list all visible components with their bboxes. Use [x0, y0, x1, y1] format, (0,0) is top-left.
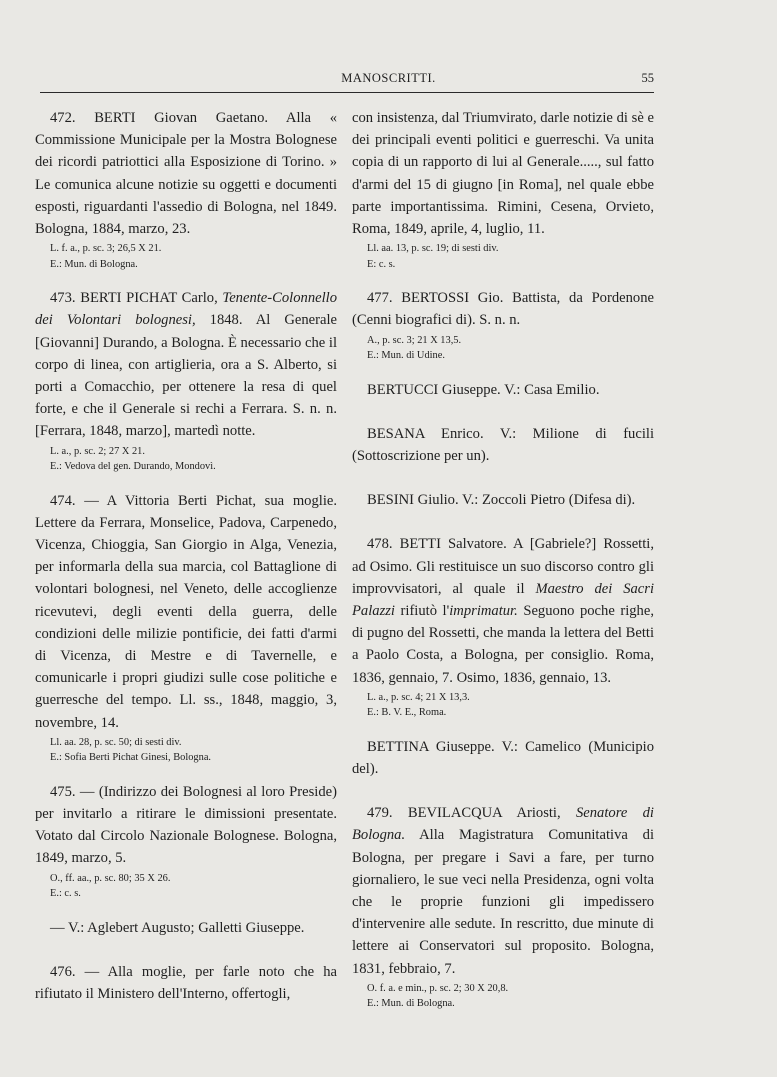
- entry-italic: imprimatur.: [449, 603, 518, 620]
- entry-physical-note: L. f. a., p. sc. 3; 26,5 X 21.: [50, 243, 162, 255]
- entry-text: [352, 802, 654, 980]
- entry-physical-note: L. a., p. sc. 4; 21 X 13,3.: [367, 691, 470, 703]
- entry-owner-note: E.: c. s.: [50, 888, 81, 900]
- entry-text: 475. — (Indirizzo dei Bolognesi al loro Preside) per invitarlo a ritirare le dimissioni presentate. Votato dal Circolo Nazionale Bolognese. Bologna, 1849, marzo, 5.: [35, 783, 337, 867]
- entry-text: 472. BERTI Giovan Gaetano. Alla « Commissione Municipale per la Mostra Bolognese dei ricordi patriottici alla Esposizione di Torino. » Le comunica alcune notizie su oggetti e documenti esposti, riguardanti l'assedio di Bologna, nel 1849. Bologna, 1884, marzo, 23.: [35, 110, 337, 238]
- cross-reference: BESANA Enrico. V.: Milione di fucili (Sottoscrizione per un).: [352, 425, 654, 465]
- entry-478: [352, 533, 654, 719]
- cross-reference: BESINI Giulio. V.: Zoccoli Pietro (Difesa di).: [367, 492, 636, 509]
- entry-title-italic: Senatore di Bologna.: [352, 805, 654, 844]
- entry-477: [352, 287, 654, 362]
- entry-physical-note: L. a., p. sc. 2; 27 X 21.: [50, 445, 145, 457]
- entry-text: con insistenza, dal Triumvirato, darle notizie di sè e dei principali eventi politici e guerreschi. Va unita copia di un rapporto di lui al Generale....., sul fatto d'armi del 15 di giugno [in Roma], nel quale ebbe parte importantissima. Rimini, Cesena, Orvieto, Roma, 1849, aprile, 4, luglio, 11.: [352, 110, 654, 238]
- entry-text: [352, 533, 654, 688]
- entry-lead: 473. BERTI PICHAT Carlo,: [50, 290, 223, 307]
- entry-owner-note: E: c. s.: [367, 258, 396, 270]
- entry-physical-note: Ll. aa. 13, p. sc. 19; di sesti div.: [367, 243, 499, 255]
- entry-474: [35, 490, 337, 765]
- entry-476-start: 476. — Alla moglie, per farle noto che ha rifiutato il Ministero dell'Interno, offertogli,: [35, 963, 337, 1003]
- entry-text: 474. — A Vittoria Berti Pichat, sua moglie. Lettere da Ferrara, Monselice, Padova, Carpenedo, Vicenza, Chioggia, San Giorgio in Alga, Venezia, per informarla della sua marcia, col Battaglione di volontari bolognesi, nel Veneto, delle accoglienze ricevutevi, degli eventi della guerra, delle condizioni delle milizie pontificie, dei fatti d'armi di Vicenza, di Mestre e di Tavernelle, e comunicarle i propri giudizi sulle cose politiche e guerresche del tempo. Ll. ss., 1848, maggio, 3, novembre, 14.: [35, 492, 337, 731]
- entry-475: [35, 781, 337, 901]
- entry-owner-note: E.: B. V. E., Roma.: [367, 707, 447, 719]
- entry-owner-note: E.: Mun. di Bologna.: [367, 998, 455, 1010]
- entry-owner-note: E.: Sofia Berti Pichat Ginesi, Bologna.: [50, 752, 212, 764]
- entry-italic: Maestro dei Sacri Palazzi: [352, 580, 654, 620]
- entry-physical-note: Ll. aa. 28, p. sc. 50; di sesti div.: [50, 736, 182, 748]
- entry-lead: 479. BEVILACQUA Ariosti,: [367, 805, 576, 822]
- cross-reference: BERTUCCI Giuseppe. V.: Casa Emilio.: [367, 381, 600, 398]
- entry-text: 477. BERTOSSI Gio. Battista, da Pordenone (Cenni biografici di). S. n. n.: [352, 290, 654, 329]
- page-number: 55: [641, 71, 654, 85]
- cross-reference: — V.: Aglebert Augusto; Galletti Giuseppe.: [50, 919, 305, 936]
- entry-lead: 478. BETTI Salvatore. A [Gabriele?] Rossetti, ad Osimo. Gli restituisce un suo discorso contro gli improvvisatori, al quale il: [352, 536, 654, 597]
- entry-physical-note: A., p. sc. 3; 21 X 13,5.: [367, 334, 462, 346]
- running-head: MANOSCRITTI.: [341, 71, 436, 85]
- entry-472: [35, 107, 337, 271]
- entry-text: [35, 287, 337, 442]
- entry-rest: 1848. Al Generale [Giovanni] Durando, a Bologna. È necessario che il corpo di linea, con artiglieria, ora a S. Alberto, si porti a Comacchio, per ottenere la resa di quel forte, e che il Generale si rechi a Ferrara. S. n. n. [Ferrara, 1848, marzo], martedì notte.: [35, 312, 337, 440]
- entry-physical-note: O., ff. aa., p. sc. 80; 35 X 26.: [50, 872, 171, 884]
- entry-physical-note: O. f. a. e min., p. sc. 2; 30 X 20,8.: [367, 982, 509, 994]
- right-column: [352, 107, 654, 1027]
- entry-473: [35, 287, 337, 473]
- cross-reference: BETTINA Giuseppe. V.: Camelico (Municipio del).: [352, 738, 654, 778]
- entry-476-continued: [352, 107, 654, 271]
- left-column: [35, 107, 337, 1005]
- entry-owner-note: E.: Mun. di Bologna.: [50, 258, 138, 270]
- entry-rest: Seguono poche righe, di pugno del Rossetti, che manda la lettera del Betti a Paolo Costa, a Bologna, per consiglio. Roma, 1836, gennaio, 7. Osimo, 1836, gennaio, 13.: [352, 603, 654, 686]
- entry-owner-note: E.: Vedova del gen. Durando, Mondovì.: [50, 461, 216, 473]
- entry-rest: Alla Magistratura Comunitativa di Bologna, per pregare i Savi a fare, per turno giornaliero, le sue veci nella Presidenza, ogni volta che le proprie funzioni gli impedissero d'intervenire alle sedute. In rescritto, due minute di lettere ai Conservatori sul proposito. Bologna, 1831, febbraio, 7.: [352, 827, 654, 977]
- entry-mid: rifiutò l': [394, 603, 450, 620]
- entry-owner-note: E.: Mun. di Udine.: [367, 350, 445, 362]
- entry-479: [352, 802, 654, 1011]
- entry-title-italic: Tenente-Colonnello dei Volontari bolognesi,: [35, 290, 337, 329]
- header-rule: [40, 92, 654, 93]
